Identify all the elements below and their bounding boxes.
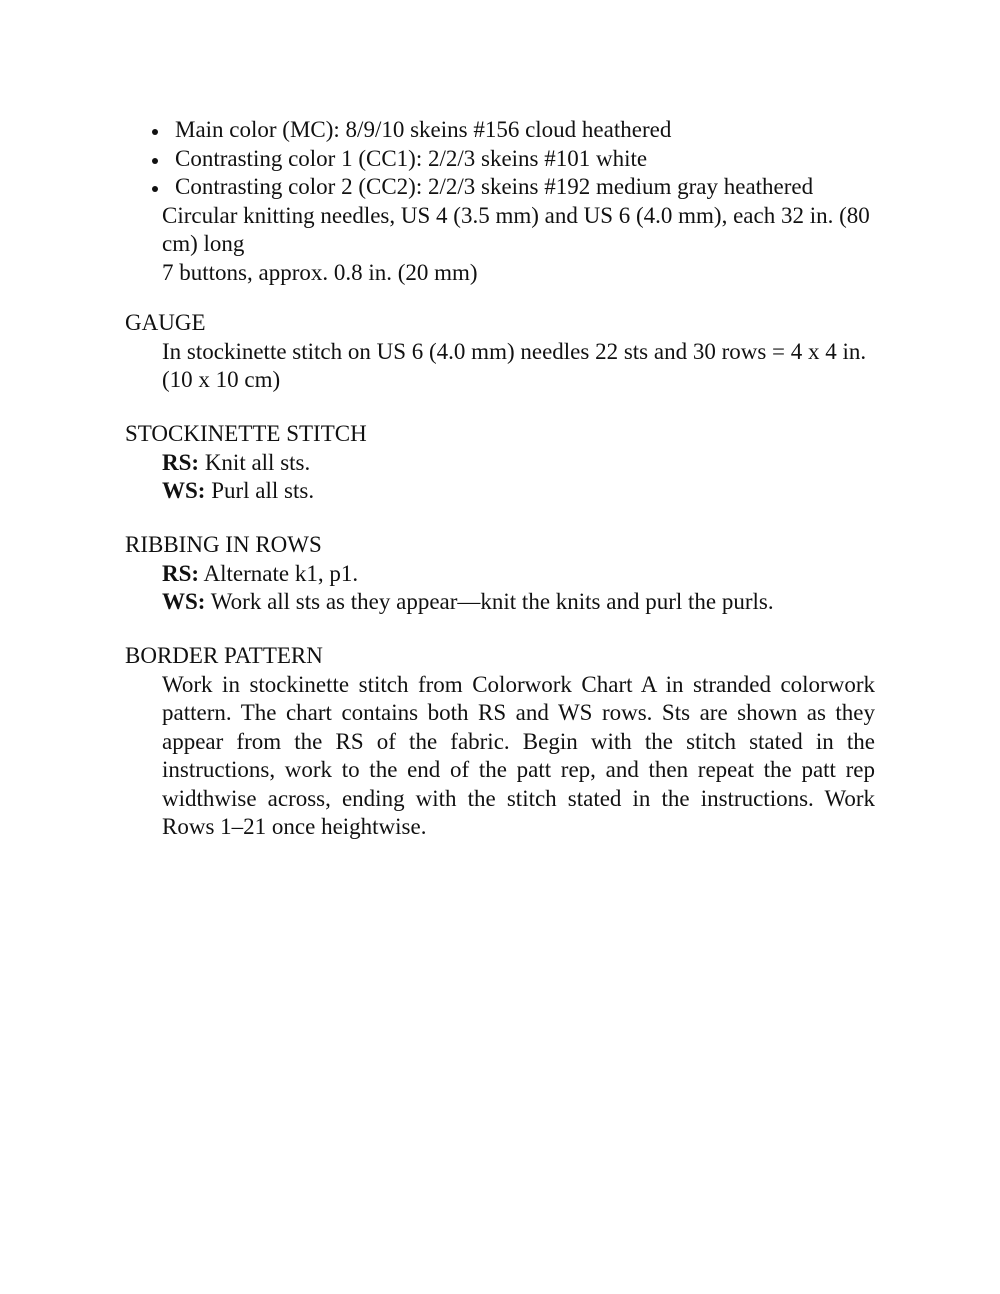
rs-label: RS: [162,560,200,586]
list-item [150,173,880,202]
material-main-color: Main color (MC): 8/9/10 skeins #156 cloud heathered [175,117,672,142]
rs-text: Alternate k1, p1. [203,560,359,586]
ws-instruction [125,588,875,617]
gauge-text: In stockinette stitch on US 6 (4.0 mm) needles 22 sts and 30 rows = 4 x 4 in. (10 x 10 cm) [162,338,867,392]
list-item [150,116,880,145]
materials-list [150,116,880,287]
bullet-icon [152,186,158,192]
ws-label: WS: [162,478,206,503]
border-pattern-section [125,642,875,842]
rs-instruction [125,449,875,478]
gauge-section [125,309,875,395]
ws-text: Work all sts as they appear—knit the knits and purl the purls. [210,589,774,614]
bullet-icon [152,129,158,135]
ws-label: WS: [162,589,206,614]
rs-label: RS: [162,449,200,475]
material-needles: Circular knitting needles, US 4 (3.5 mm) and US 6 (4.0 mm), each 32 in. (80 cm) long [162,202,870,256]
section-heading: STOCKINETTE STITCH [125,421,367,446]
material-contrast-color-1: Contrasting color 1 (CC1): 2/2/3 skeins #101 white [175,145,648,171]
bullet-icon [152,158,158,164]
section-heading: BORDER PATTERN [125,643,323,668]
section-heading: GAUGE [125,310,206,335]
section-heading: RIBBING IN ROWS [125,532,322,557]
ws-instruction [125,477,875,506]
rs-text: Knit all sts. [204,449,311,475]
ws-text: Purl all sts. [211,478,315,503]
list-item [150,145,880,174]
border-pattern-text: Work in stockinette stitch from Colorwork Chart A in stranded colorwork pattern. The chart contains both RS and WS rows. Sts are shown as they appear from the RS of the fabric. Begin with the stitch stated in the instructions, work to the end of the patt rep, and then repeat the patt rep widthwise across, ending with the stitch stated in the instructions. Work Rows 1–21 once heightwise. [162,671,875,839]
stockinette-section [125,420,875,506]
rs-instruction [125,560,875,589]
material-contrast-color-2: Contrasting color 2 (CC2): 2/2/3 skeins #192 medium gray heathered [175,174,814,199]
ribbing-section [125,531,875,617]
material-buttons: 7 buttons, approx. 0.8 in. (20 mm) [162,259,478,285]
